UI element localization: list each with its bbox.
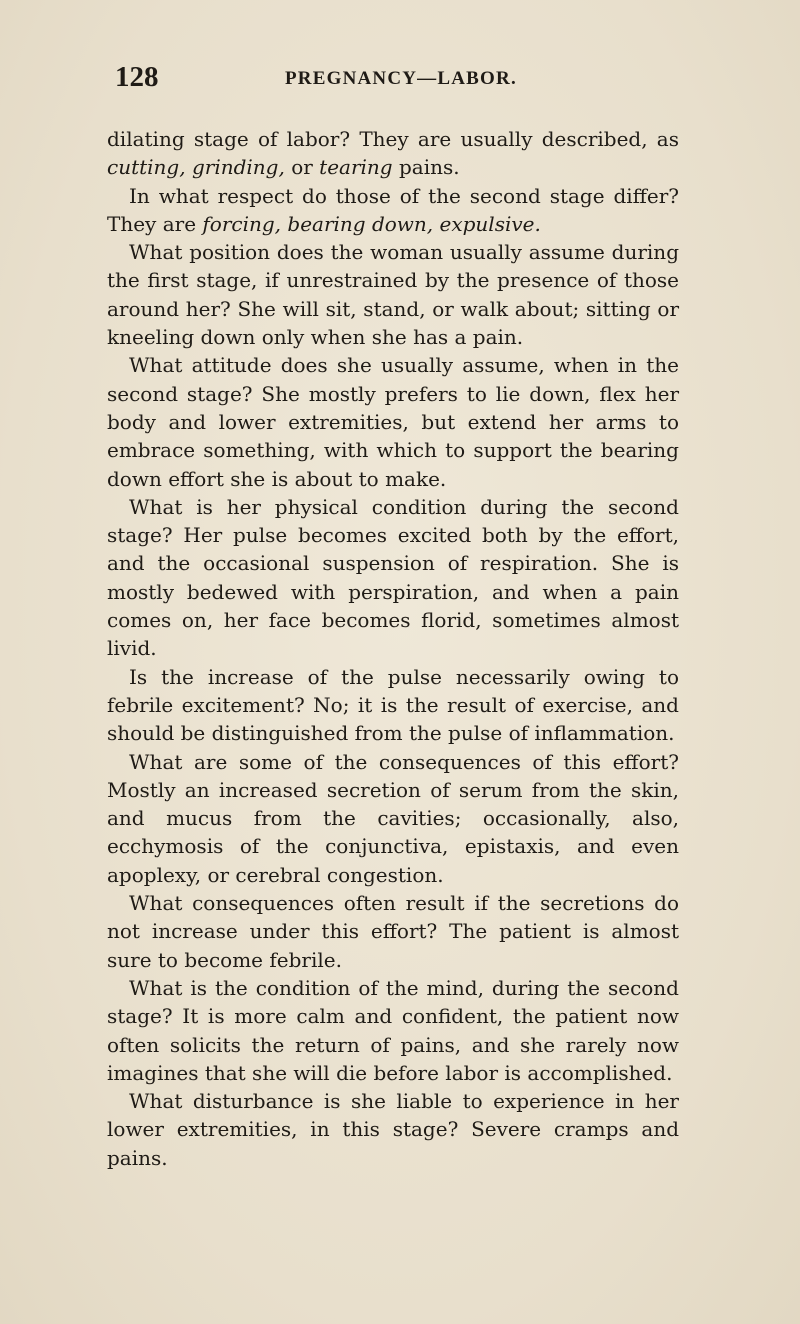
paragraph <box>107 889 679 974</box>
paragraph <box>107 493 679 663</box>
answer-text: They are forcing, bearing down, expulsive. <box>107 211 541 236</box>
question-text: What is the condition of the mind, during the second stage? <box>107 975 679 1029</box>
answer-text: Severe cramps and pains. <box>107 1117 680 1170</box>
question-text: What consequences often result if the secretions do not increase under this effort? <box>107 891 679 944</box>
answer-text: Mostly an increased secretion of serum from the skin, and mucus from the cavities; occasionally, also, ecchymosis of the conjunctiva, epistaxis, and even apoplexy, or cerebral congestion. <box>107 777 679 887</box>
paragraph <box>107 125 679 182</box>
answer-text: Her pulse becomes excited both by the effort, and the occasional suspension of respiration. She is mostly bedewed with perspiration, and when a pain comes on, her face becomes florid, sometimes almost livid. <box>107 523 680 661</box>
question-text: What is her physical condition during the second stage? <box>107 494 679 548</box>
question-text: In what respect do those of the second stage differ? <box>129 183 679 208</box>
running-head: PREGNANCY—LABOR. <box>285 68 517 89</box>
paragraph <box>107 351 679 492</box>
question-text: What are some of the consequences of this effort? <box>129 749 679 774</box>
answer-text: The patient is almost sure to become febrile. <box>107 919 679 972</box>
question-text: What attitude does she usually assume, when in the second stage? <box>107 353 679 406</box>
answer-text: dilating stage of labor? They are usually described, as cutting, grinding, or tearing pains. <box>107 127 679 180</box>
body-text <box>107 125 679 1172</box>
paragraph <box>107 974 679 1087</box>
paragraph <box>107 1087 679 1172</box>
answer-text: It is more calm and confident, the patient now often solicits the return of pains, and she rarely now imagines that she will die before labor is accomplished. <box>107 1004 680 1085</box>
page-number: 128 <box>115 61 159 93</box>
question-text: Is the increase of the pulse necessarily owing to febrile excitement? <box>107 664 679 717</box>
page-header <box>115 62 675 92</box>
paragraph <box>107 748 679 889</box>
answer-text: No; it is the result of exercise, and should be distinguished from the pulse of inflammation. <box>107 692 679 746</box>
question-text: What position does the woman usually assume during the first stage, if unrestrained by the presence of those around her? <box>107 240 679 321</box>
answer-text: She will sit, stand, or walk about; sitting or kneeling down only when she has a pain. <box>107 296 679 350</box>
paragraph <box>107 238 679 351</box>
answer-text: She mostly prefers to lie down, flex her body and lower extremities, but extend her arms to embrace something, with which to support the bearing down effort she is about to make. <box>107 381 680 491</box>
paragraph <box>107 663 679 748</box>
question-text: What disturbance is she liable to experience in her lower extremities, in this stage? <box>107 1089 679 1142</box>
paragraph <box>107 182 679 239</box>
